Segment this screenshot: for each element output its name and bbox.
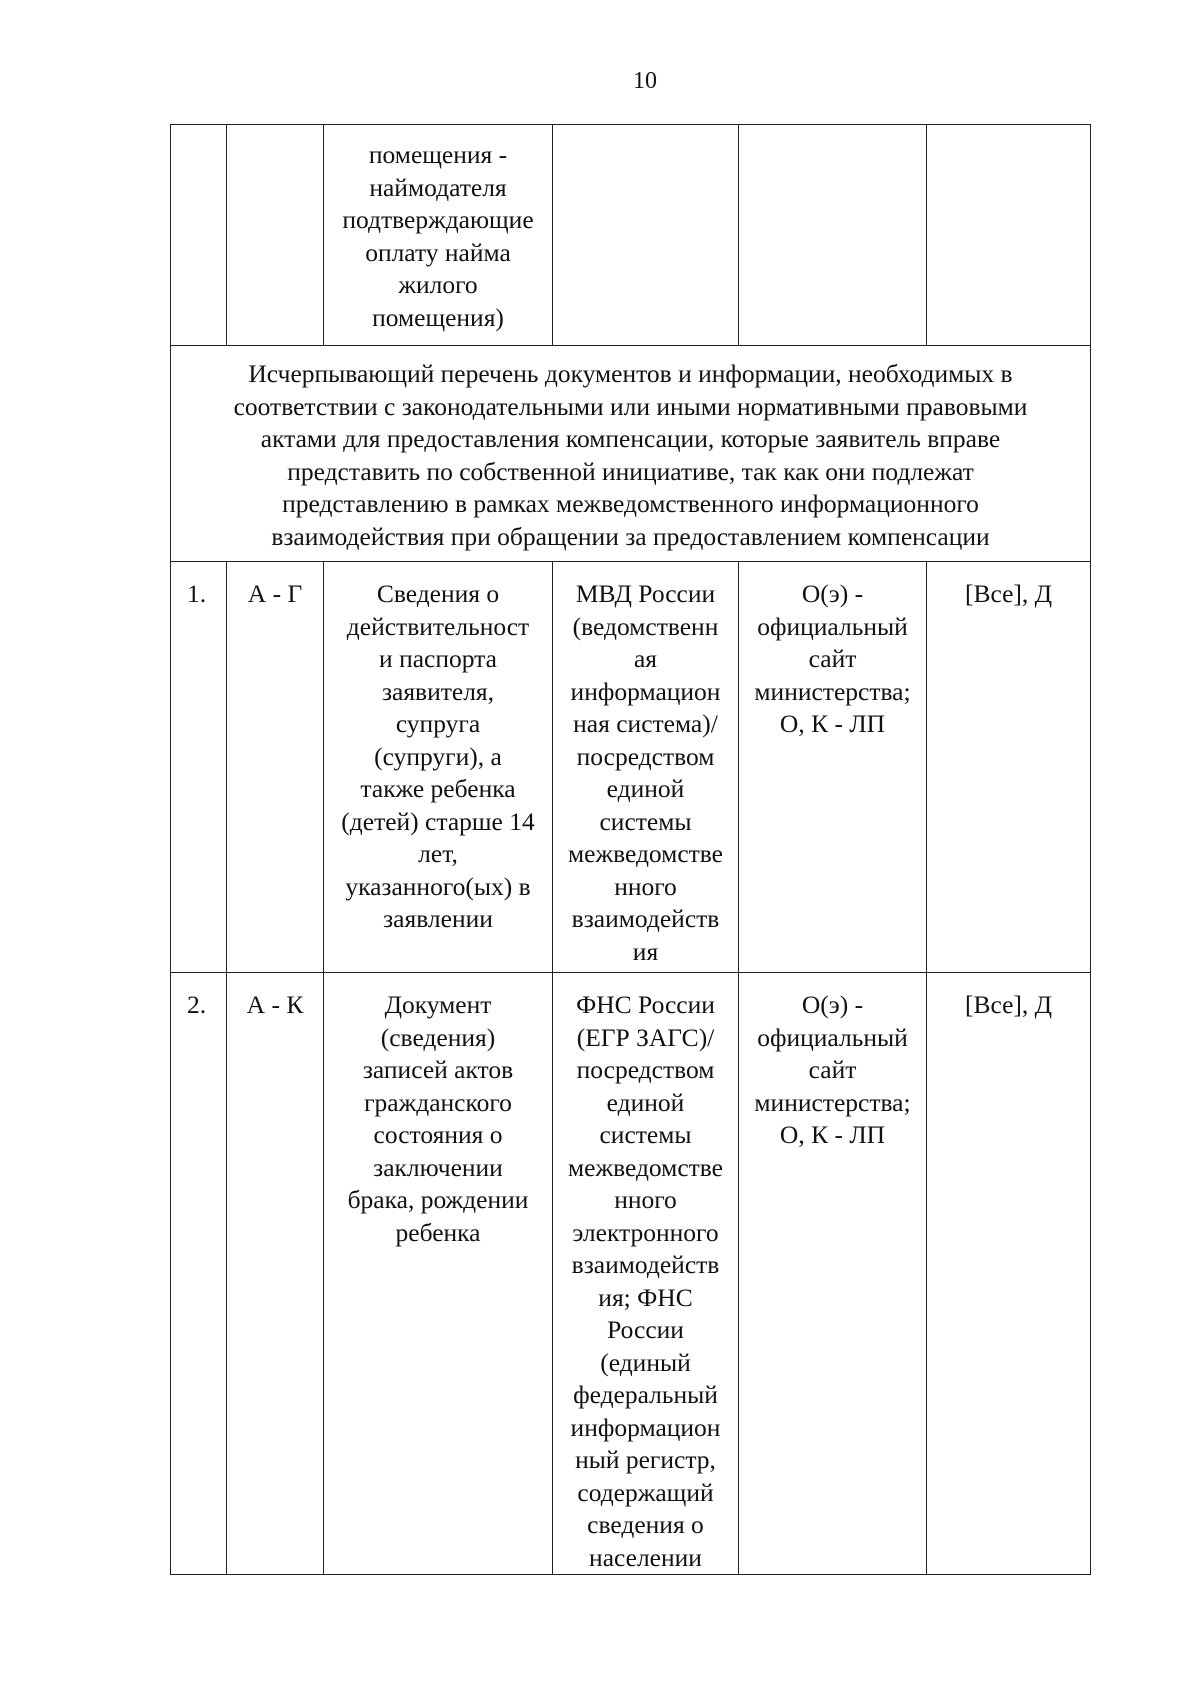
row-number: 2. [187,990,207,1019]
document-name: Сведения о действительност и паспорта заявителя, супруга (супруги), а также ребенка (детей) старше 14 лет, указанного(ых) в заявлении [341,579,535,933]
section-heading-cell [171,346,1091,562]
category-cell [227,973,324,1575]
row-number: 1. [187,579,207,608]
section-heading: Исчерпывающий перечень документов и информации, необходимых в соответствии с законодательными или иными нормативными правовыми актами для предоставления компенсации, которые заявитель вправе представить по собственной инициативе, так как они подлежат представлению в рамках межведомственного информационного взаимодействия при обращении за предоставлением компенсации [233,359,1028,551]
source-cell [553,562,739,973]
method: О(э) - официальный сайт министерства; О, К - ЛП [754,579,911,738]
table-cell [171,125,227,346]
document-cell [324,562,553,973]
category-cell [227,562,324,973]
table-cell [324,125,553,346]
source: ФНС России (ЕГР ЗАГС)/ посредством единой системы межведомстве нного электронного взаимодейств ия; ФНС России (единый федеральный информацион ный регистр, содержащий сведения о населении [568,990,723,1572]
documents-table [170,124,1091,1575]
table-row [171,973,1091,1575]
scope-cell [927,562,1091,973]
table-cell [739,125,927,346]
scope-cell [927,973,1091,1575]
row-number-cell [171,973,227,1575]
page-number: 10 [633,68,657,94]
scope: [Все], Д [964,990,1053,1019]
table-cell [927,125,1091,346]
continuation-document-text: помещения - наймодателя подтверждающие оплату найма жилого помещения) [342,140,534,332]
category: А - К [246,990,304,1019]
table-row-continuation [171,125,1091,346]
document-cell [324,973,553,1575]
method: О(э) - официальный сайт министерства; О, К - ЛП [754,990,911,1149]
method-cell [739,973,927,1575]
scope: [Все], Д [964,579,1053,608]
source: МВД России (ведомственн ая информацион ная система)/ посредством единой системы межведомстве нного взаимодейств ия [568,579,723,966]
table-row [171,562,1091,973]
category: А - Г [247,579,303,608]
row-number-cell [171,562,227,973]
source-cell [553,973,739,1575]
document-name: Документ (сведения) записей актов гражданского состояния о заключении брака, рождении ребенка [347,990,529,1247]
table-cell [227,125,324,346]
table-row-section-heading [171,346,1091,562]
method-cell [739,562,927,973]
table-cell [553,125,739,346]
